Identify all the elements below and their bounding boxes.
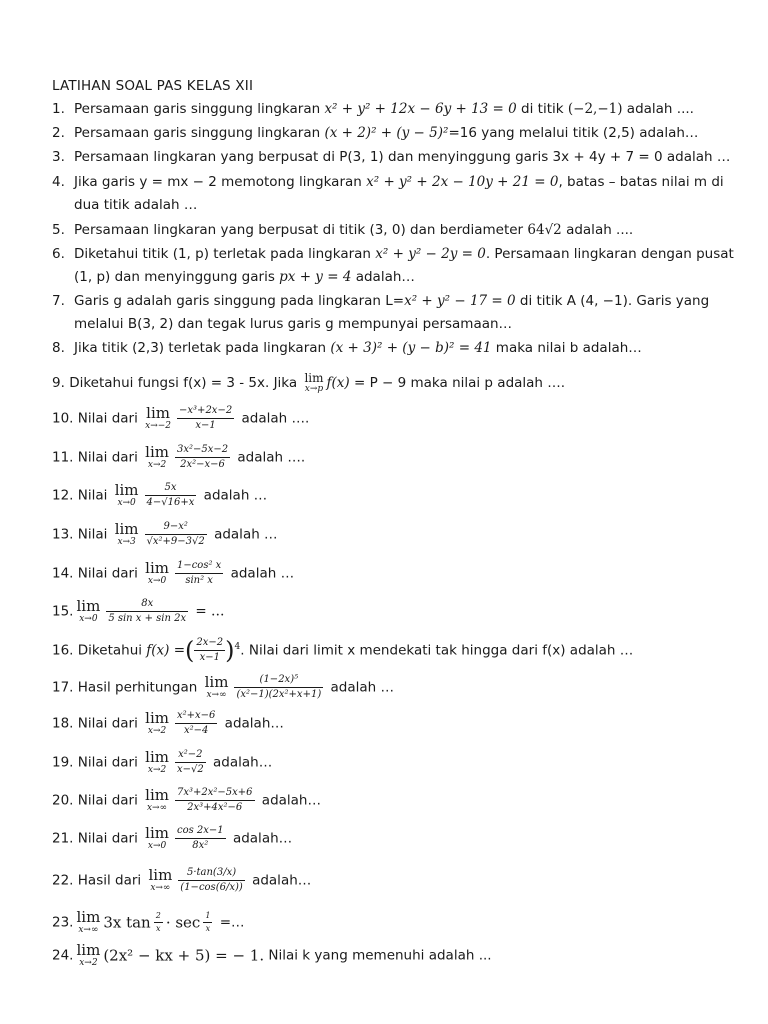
fraction: $\frac{8x}{\text{5 sin x + sin 2x}}$ bbox=[108, 598, 187, 624]
question-17: 17. Hasil perhitungan lim x→∞ $\frac{\text{(1−2x)⁵}}{\text{(x²−1)(2x²+x+1)}}$ adalah … bbox=[52, 673, 394, 700]
question-number: 11. bbox=[52, 449, 74, 466]
question-number: 10. bbox=[52, 410, 74, 427]
limit-operator: lim x→0 bbox=[145, 559, 169, 586]
question-14: 14. Nilai dari lim x→0 $\frac{\text{1−cos² x}}{\text{sin² x}}$ adalah … bbox=[52, 559, 295, 586]
question-6-continued: (1, p) dan menyinggung garis px + y = 4 adalah… bbox=[74, 269, 415, 285]
question-number: 17. bbox=[52, 679, 74, 696]
question-number: 3. bbox=[52, 149, 65, 165]
question-number: 6. bbox=[52, 246, 65, 262]
fraction: $\frac{\cos 2x-1}{\text{8x²}}$ bbox=[176, 825, 224, 851]
limit-operator: lim x→−2 bbox=[145, 404, 172, 431]
limit-operator: lim x→∞ bbox=[145, 786, 169, 813]
question-16: 16. Diketahui f(x) =( $\frac{2x-2}{x-1}$ )$^4$. Nilai dari limit x mendekati tak hingga dari f(x) adalah … bbox=[52, 636, 634, 665]
question-4-continued: dua titik adalah … bbox=[74, 197, 198, 213]
question-number: 14. bbox=[52, 565, 74, 582]
fraction: $\frac{1}{x}$ bbox=[205, 911, 211, 933]
question-number: 5. bbox=[52, 222, 65, 238]
question-number: 22. bbox=[52, 872, 74, 889]
question-1: 1. Persamaan garis singgung lingkaran x² + y² + 12x − 6y + 13 = 0 di titik (−2,−1) adalah .... bbox=[52, 98, 694, 120]
question-number: 19. bbox=[52, 754, 74, 771]
fraction: $\frac{\text{x²−2}}{x-√2}$ bbox=[176, 749, 204, 775]
limit-operator: lim x→∞ bbox=[204, 673, 229, 700]
question-number: 13. bbox=[52, 526, 74, 543]
fraction: $\frac{\text{x²+x−6}}{\text{x²−4}}$ bbox=[176, 710, 216, 736]
question-number: 7. bbox=[52, 293, 65, 309]
fraction: $\frac{2}{x}$ bbox=[155, 911, 161, 933]
limit-operator: lim x→2 bbox=[145, 748, 169, 775]
fraction: $\frac{\text{1−cos² x}}{\text{sin² x}}$ bbox=[176, 560, 222, 586]
fraction: $\frac{\text{7x³+2x²−5x+6}}{\text{2x³+4x²−6}}$ bbox=[176, 787, 253, 813]
fraction: $\frac{\text{−x³+2x−2}}{x-1}$ bbox=[179, 405, 233, 431]
limit-operator: lim x→∞ bbox=[76, 908, 101, 935]
fraction: $\frac{5x}{4-√16+x}$ bbox=[146, 482, 195, 508]
question-number: 4. bbox=[52, 174, 65, 190]
question-number: 24. bbox=[52, 947, 74, 964]
question-7-continued: melalui B(3, 2) dan tegak lurus garis g mempunyai persamaan… bbox=[74, 316, 513, 332]
question-2: 2. Persamaan garis singgung lingkaran (x + 2)² + (y − 5)²=16 yang melalui titik (2,5) adalah… bbox=[52, 122, 698, 144]
limit-operator: lim x→0 bbox=[145, 824, 169, 851]
question-5: 5. Persamaan lingkaran yang berpusat di titik (3, 0) dan berdiameter 64√2 adalah .... bbox=[52, 219, 633, 241]
question-number: 8. bbox=[52, 340, 65, 356]
question-number: 20. bbox=[52, 792, 74, 809]
question-number: 9. bbox=[52, 375, 65, 391]
question-number: 23. bbox=[52, 914, 74, 931]
question-3: 3. Persamaan lingkaran yang berpusat di P(3, 1) dan menyinggung garis 3x + 4y + 7 = 0 adalah … bbox=[52, 146, 730, 168]
question-6: 6. Diketahui titik (1, p) terletak pada lingkaran x² + y² − 2y = 0. Persamaan lingkaran dengan pusat bbox=[52, 243, 734, 265]
limit-operator: lim x→2 bbox=[76, 941, 101, 968]
limit-operator: lim x→0 bbox=[114, 481, 139, 508]
fraction: $\frac{\text{3x²−5x−2}}{\text{2x²−x−6}}$ bbox=[176, 444, 229, 470]
fraction: $\frac{\text{9−x²}}{\text{√x²+9−3√2}}$ bbox=[146, 521, 205, 547]
question-number: 12. bbox=[52, 487, 74, 504]
question-24: 24. lim x→2 (2x² − kx + 5) = − 1. Nilai k yang memenuhi adalah ... bbox=[52, 941, 492, 968]
question-8: 8. Jika titik (2,3) terletak pada lingkaran (x + 3)² + (y − b)² = 41 maka nilai b adalah… bbox=[52, 337, 642, 359]
question-4: 4. Jika garis y = mx − 2 memotong lingkaran x² + y² + 2x − 10y + 21 = 0, batas – batas nilai m di bbox=[52, 171, 724, 193]
question-15: 15. lim x→0 $\frac{8x}{\text{5 sin x + sin 2x}}$ = … bbox=[52, 597, 225, 624]
question-18: 18. Nilai dari lim x→2 $\frac{\text{x²+x−6}}{\text{x²−4}}$ adalah… bbox=[52, 709, 284, 736]
limit-operator: lim x→2 bbox=[145, 443, 169, 470]
question-number: 15. bbox=[52, 603, 74, 620]
question-13: 13. Nilai lim x→3 $\frac{\text{9−x²}}{\text{√x²+9−3√2}}$ adalah … bbox=[52, 520, 278, 547]
limit-operator: lim x→0 bbox=[76, 597, 101, 624]
question-7: 7. Garis g adalah garis singgung pada lingkaran L=x² + y² − 17 = 0 di titik A (4, −1). Garis yang bbox=[52, 290, 709, 312]
question-20: 20. Nilai dari lim x→∞ $\frac{\text{7x³+2x²−5x+6}}{\text{2x³+4x²−6}}$ adalah… bbox=[52, 786, 321, 813]
fraction: $\frac{5\cdot\tan(3/x)}{(1-\cos(6/x))}$ bbox=[180, 867, 243, 893]
question-9: 9. Diketahui fungsi f(x) = 3 - 5x. Jika lim x→p f(x) = P − 9 maka nilai p adalah …. bbox=[52, 371, 566, 394]
limit-operator: lim x→3 bbox=[114, 520, 139, 547]
question-number: 16. bbox=[52, 642, 74, 659]
fraction: $\frac{2x-2}{x-1}$ bbox=[196, 637, 224, 663]
question-23: 23. lim x→∞ 3x tan $\frac{2}{x}$ · sec $\frac{1}{x}$ =… bbox=[52, 908, 245, 935]
question-11: 11. Nilai dari lim x→2 $\frac{\text{3x²−5x−2}}{\text{2x²−x−6}}$ adalah …. bbox=[52, 443, 306, 470]
fraction: $\frac{\text{(1−2x)⁵}}{\text{(x²−1)(2x²+x+1)}}$ bbox=[236, 674, 322, 700]
question-number: 1. bbox=[52, 101, 65, 117]
limit-operator: lim x→p bbox=[304, 371, 324, 394]
question-22: 22. Hasil dari lim x→∞ $\frac{5\cdot\tan(3/x)}{(1-\cos(6/x))}$ adalah… bbox=[52, 866, 312, 893]
limit-operator: lim x→∞ bbox=[148, 866, 173, 893]
question-19: 19. Nilai dari lim x→2 $\frac{\text{x²−2}}{x-√2}$ adalah… bbox=[52, 748, 273, 775]
question-number: 2. bbox=[52, 125, 65, 141]
question-21: 21. Nilai dari lim x→0 $\frac{\cos 2x-1}{\text{8x²}}$ adalah… bbox=[52, 824, 293, 851]
question-10: 10. Nilai dari lim x→−2 $\frac{\text{−x³+2x−2}}{x-1}$ adalah …. bbox=[52, 404, 310, 431]
limit-operator: lim x→2 bbox=[145, 709, 169, 736]
question-number: 18. bbox=[52, 715, 74, 732]
question-number: 21. bbox=[52, 830, 74, 847]
question-12: 12. Nilai lim x→0 $\frac{5x}{4-√16+x}$ adalah … bbox=[52, 481, 268, 508]
page-title: LATIHAN SOAL PAS KELAS XII bbox=[52, 78, 254, 94]
